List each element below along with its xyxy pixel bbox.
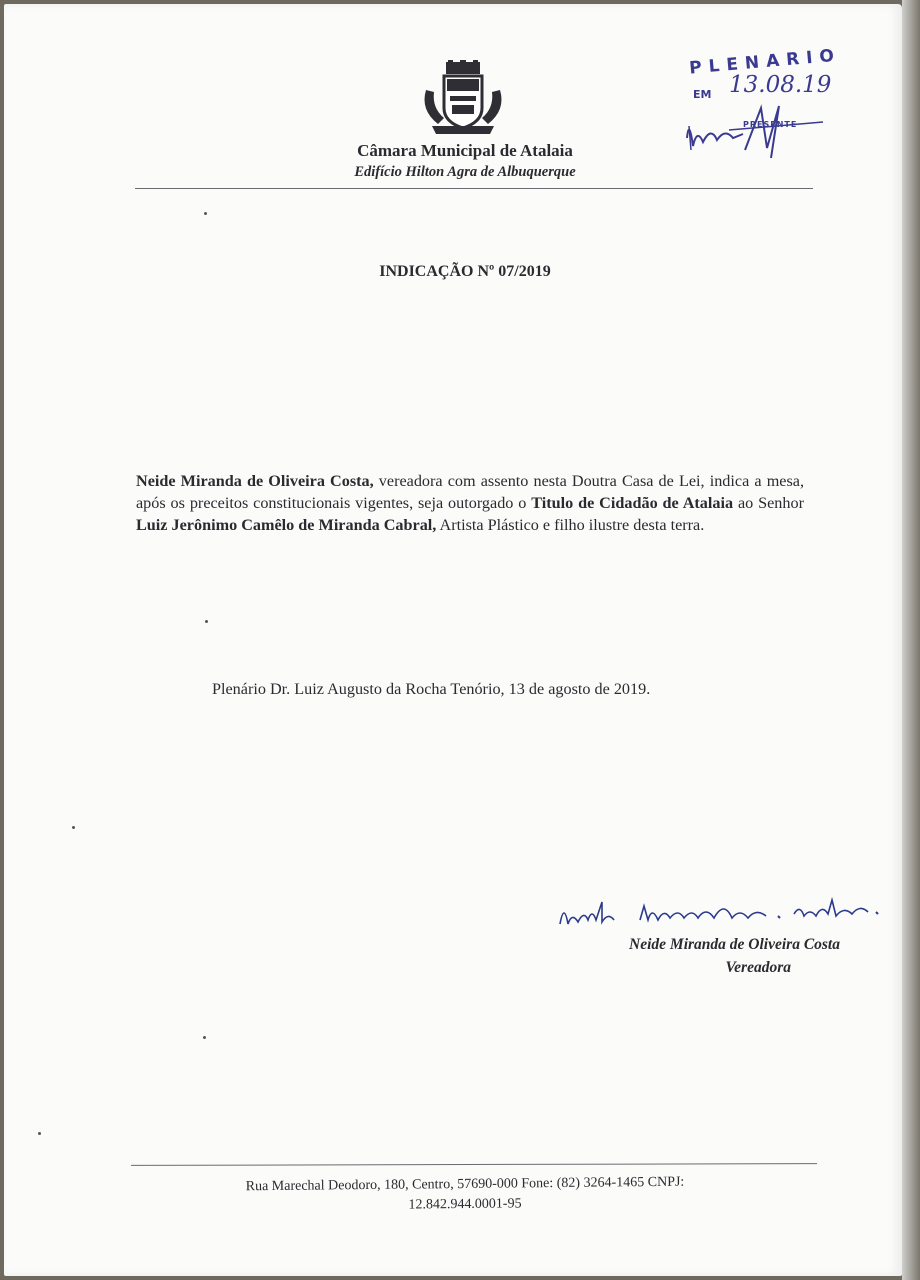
header-divider [135,188,813,189]
scan-speck [72,826,75,829]
background-edge [902,0,920,1280]
scan-speck [204,212,207,215]
honoree-name: Luiz Jerônimo Camêlo de Miranda Cabral, [136,516,437,534]
footer-cnpj: 12.842.944.0001-95 [408,1196,522,1213]
signer-role: Vereadora [725,959,791,976]
handwritten-signature [556,890,896,940]
document-page [4,4,902,1276]
scan-speck [203,1036,206,1039]
honor-title: Titulo de Cidadão de Atalaia [531,494,734,512]
stamp-status: PRESENTE [743,120,798,129]
place-and-date: Plenário Dr. Luiz Augusto da Rocha Tenório, 13 de agosto de 2019. [212,680,651,698]
institution-name: Câmara Municipal de Atalaia [357,141,573,160]
scan-speck [38,1132,41,1135]
document-title: INDICAÇÃO Nº 07/2019 [379,263,551,280]
building-name: Edifício Hilton Agra de Albuquerque [354,164,576,180]
body-text-1: vereadora com assento nesta Doutra Casa de Lei, indica a mesa, após os preceitos constitucionais vigentes, seja outorgado o [136,472,804,512]
receipt-stamp [683,45,883,168]
stamp-plenario: PLENARIO [688,45,842,79]
scan-speck [205,620,208,623]
footer-address: Rua Marechal Deodoro, 180, Centro, 57690-000 Fone: (82) 3264-1465 CNPJ: [245,1174,685,1195]
coat-of-arms-icon [418,60,508,138]
signer-name: Neide Miranda de Oliveira Costa [629,936,840,953]
document-body [136,470,804,536]
stamp-signature-icon [683,88,833,168]
stamp-em: EM [693,88,712,101]
stamp-date: 13.08.19 [729,72,832,98]
author-name: Neide Miranda de Oliveira Costa, [136,472,374,490]
body-text-2: ao Senhor [733,494,804,512]
body-text-3: Artista Plástico e filho ilustre desta terra. [436,516,705,534]
